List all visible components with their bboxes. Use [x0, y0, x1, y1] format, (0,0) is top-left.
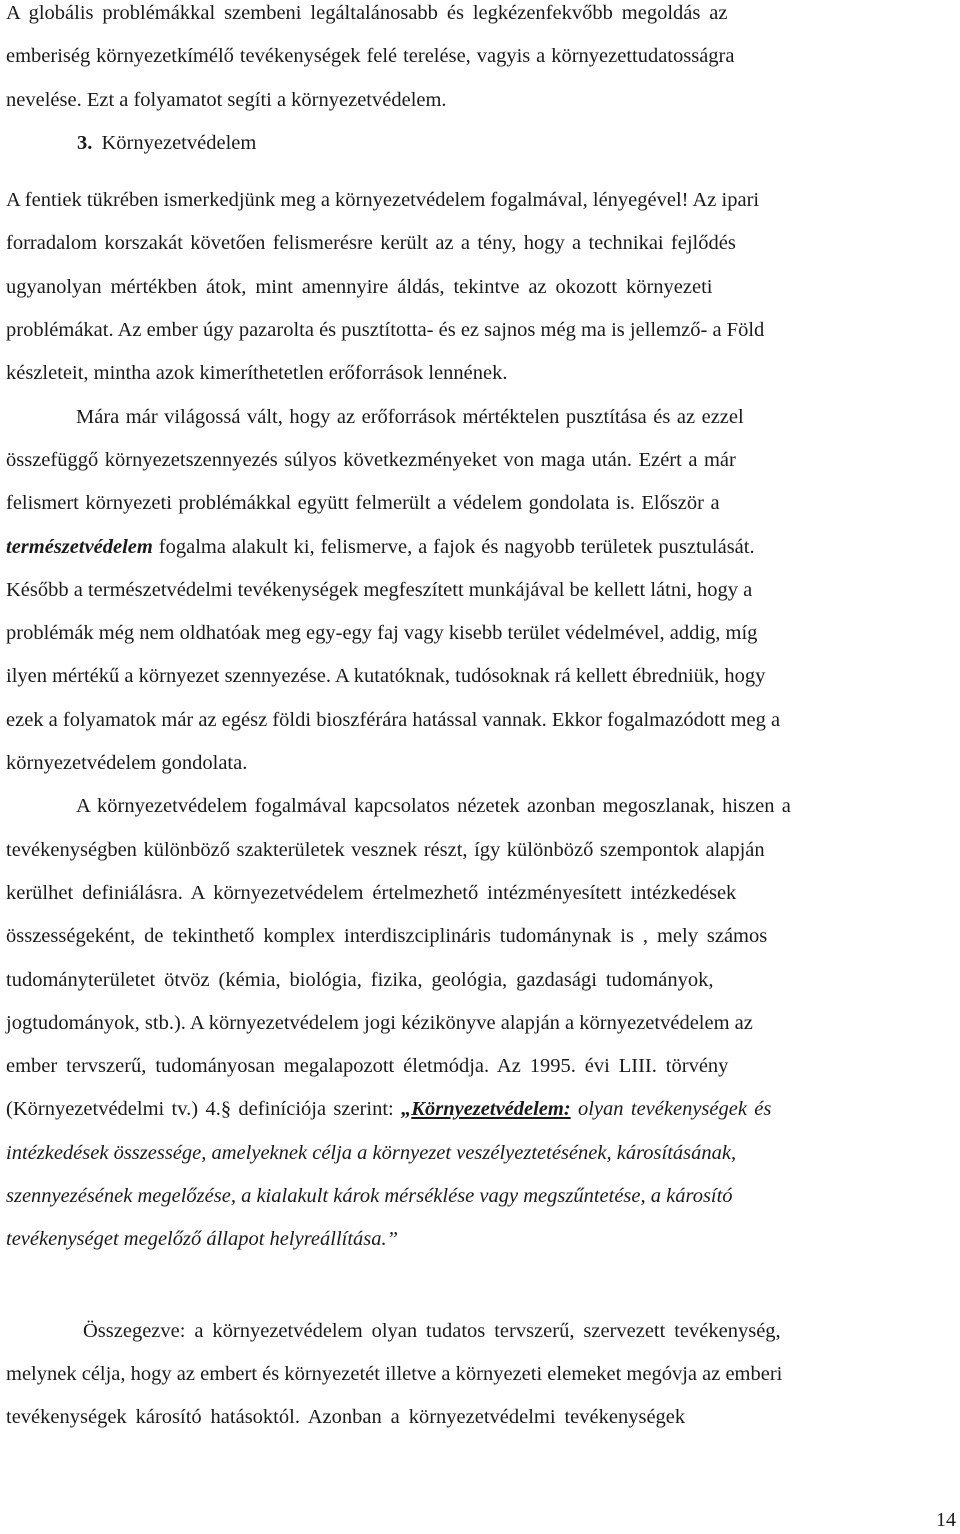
p2-line-7: ilyen mértékű a környezet szennyezése. A kutatóknak, tudósoknak rá kellett ébredniük, hogy	[6, 665, 766, 688]
page-number: 14	[936, 1509, 956, 1531]
section-heading	[6, 122, 957, 165]
p3-line-4: összességeként, de tekinthető komplex interdiszciplináris tudománynak is , mely számos	[6, 925, 768, 948]
p4-line-1: Összegezve: a környezetvédelem olyan tudatos tervszerű, szervezett tevékenység,	[83, 1319, 781, 1342]
p3-line-8-start: (Környezetvédelmi tv.) 4.§ definíciója szerint:	[6, 1098, 402, 1121]
p2-line-6: problémák még nem oldhatóak meg egy-egy faj vagy kisebb terület védelmével, addig, míg	[6, 622, 758, 645]
p2-line-4-rest: fogalma alakult ki, felismerve, a fajok és nagyobb területek pusztulását.	[152, 535, 755, 558]
intro-line-1: A globális problémákkal szembeni legáltalánosabb és legkézenfekvőbb megoldás az	[6, 2, 728, 24]
paragraph-4	[6, 1310, 957, 1440]
p2-line-1: Mára már világossá vált, hogy az erőforrások mértéktelen pusztítása és az ezzel	[76, 405, 744, 428]
paragraph-3	[6, 785, 957, 1261]
p3-line-3: kerülhet definiálásra. A környezetvédelem értelmezhető intézményesített intézkedések	[6, 881, 737, 904]
p4-line-2: melynek célja, hogy az embert és környezetét illetve a környezeti elemeket megóvja az emberi	[6, 1362, 783, 1385]
p3-line-10: szennyezésének megelőzése, a kialakult károk mérséklése vagy megszűntetése, a károsító	[6, 1185, 733, 1208]
p2-line-9: környezetvédelem gondolata.	[6, 752, 248, 775]
p1-line-5: készleteit, mintha azok kimeríthetetlen erőforrások lennének.	[6, 362, 508, 385]
p3-line-2: tevékenységben különböző szakterületek vesznek részt, így különböző szempontok alapján	[6, 838, 765, 861]
p3-line-7: ember tervszerű, tudományosan megalapozott életmódja. Az 1995. évi LIII. törvény	[6, 1055, 729, 1078]
p2-line-2: összefüggő környezetszennyezés súlyos következményeket von maga után. Ezért a már	[6, 448, 736, 471]
paragraph-2	[6, 396, 957, 786]
p1-line-4: problémákat. Az ember úgy pazarolta és pusztította- és ez sajnos még ma is jellemző- a Föld	[6, 319, 765, 342]
p4-line-3: tevékenységek károsító hatásoktól. Azonban a környezetvédelmi tevékenységek	[6, 1406, 686, 1429]
p3-line-5: tudományterületet ötvöz (kémia, biológia, fizika, geológia, gazdasági tudományok,	[6, 968, 714, 991]
section-title: Környezetvédelem	[101, 131, 257, 154]
p3-quote-open: „	[401, 1098, 412, 1121]
p3-line-8-rest: olyan tevékenységek és	[570, 1098, 772, 1121]
intro-paragraph	[6, 0, 957, 122]
p3-line-9: intézkedések összessége, amelyeknek célja a környezet veszélyeztetésének, károsításának,	[6, 1141, 737, 1164]
p1-line-2: forradalom korszakát követően felismerésre került az a tény, hogy a technikai fejlődés	[6, 232, 736, 255]
p3-line-1: A környezetvédelem fogalmával kapcsolatos nézetek azonban megoszlanak, hiszen a	[76, 795, 791, 818]
p1-line-1: A fentiek tükrében ismerkedjünk meg a környezetvédelem fogalmával, lényegével! Az ipari	[6, 189, 760, 212]
p2-line-3: felismert környezeti problémákkal együtt felmerült a védelem gondolata is. Először a	[6, 492, 720, 515]
p2-line-5: Később a természetvédelmi tevékenységek megfeszített munkájával be kellett látni, hogy a	[6, 578, 753, 601]
intro-line-3: nevelése. Ezt a folyamatot segíti a környezetvédelem.	[6, 88, 447, 111]
paragraph-1	[6, 179, 957, 395]
section-number: 3.	[77, 131, 93, 154]
p2-term-natural-protection: természetvédelem	[6, 535, 153, 558]
p3-line-6: jogtudományok, stb.). A környezetvédelem jogi kézikönyve alapján a környezetvédelem az	[6, 1011, 753, 1034]
intro-line-2: emberiség környezetkímélő tevékenységek felé terelése, vagyis a környezettudatosságra	[6, 45, 735, 68]
p3-line-11: tevékenységet megelőző állapot helyreállítása.”	[6, 1228, 399, 1251]
p1-line-3: ugyanolyan mértékben átok, mint amennyire áldás, tekintve az okozott környezeti	[6, 275, 713, 298]
p3-definition-term: Környezetvédelem:	[411, 1098, 571, 1121]
p2-line-8: ezek a folyamatok már az egész földi bioszférára hatással vannak. Ekkor fogalmazódott meg a	[6, 708, 781, 731]
document-page	[6, 0, 957, 1440]
